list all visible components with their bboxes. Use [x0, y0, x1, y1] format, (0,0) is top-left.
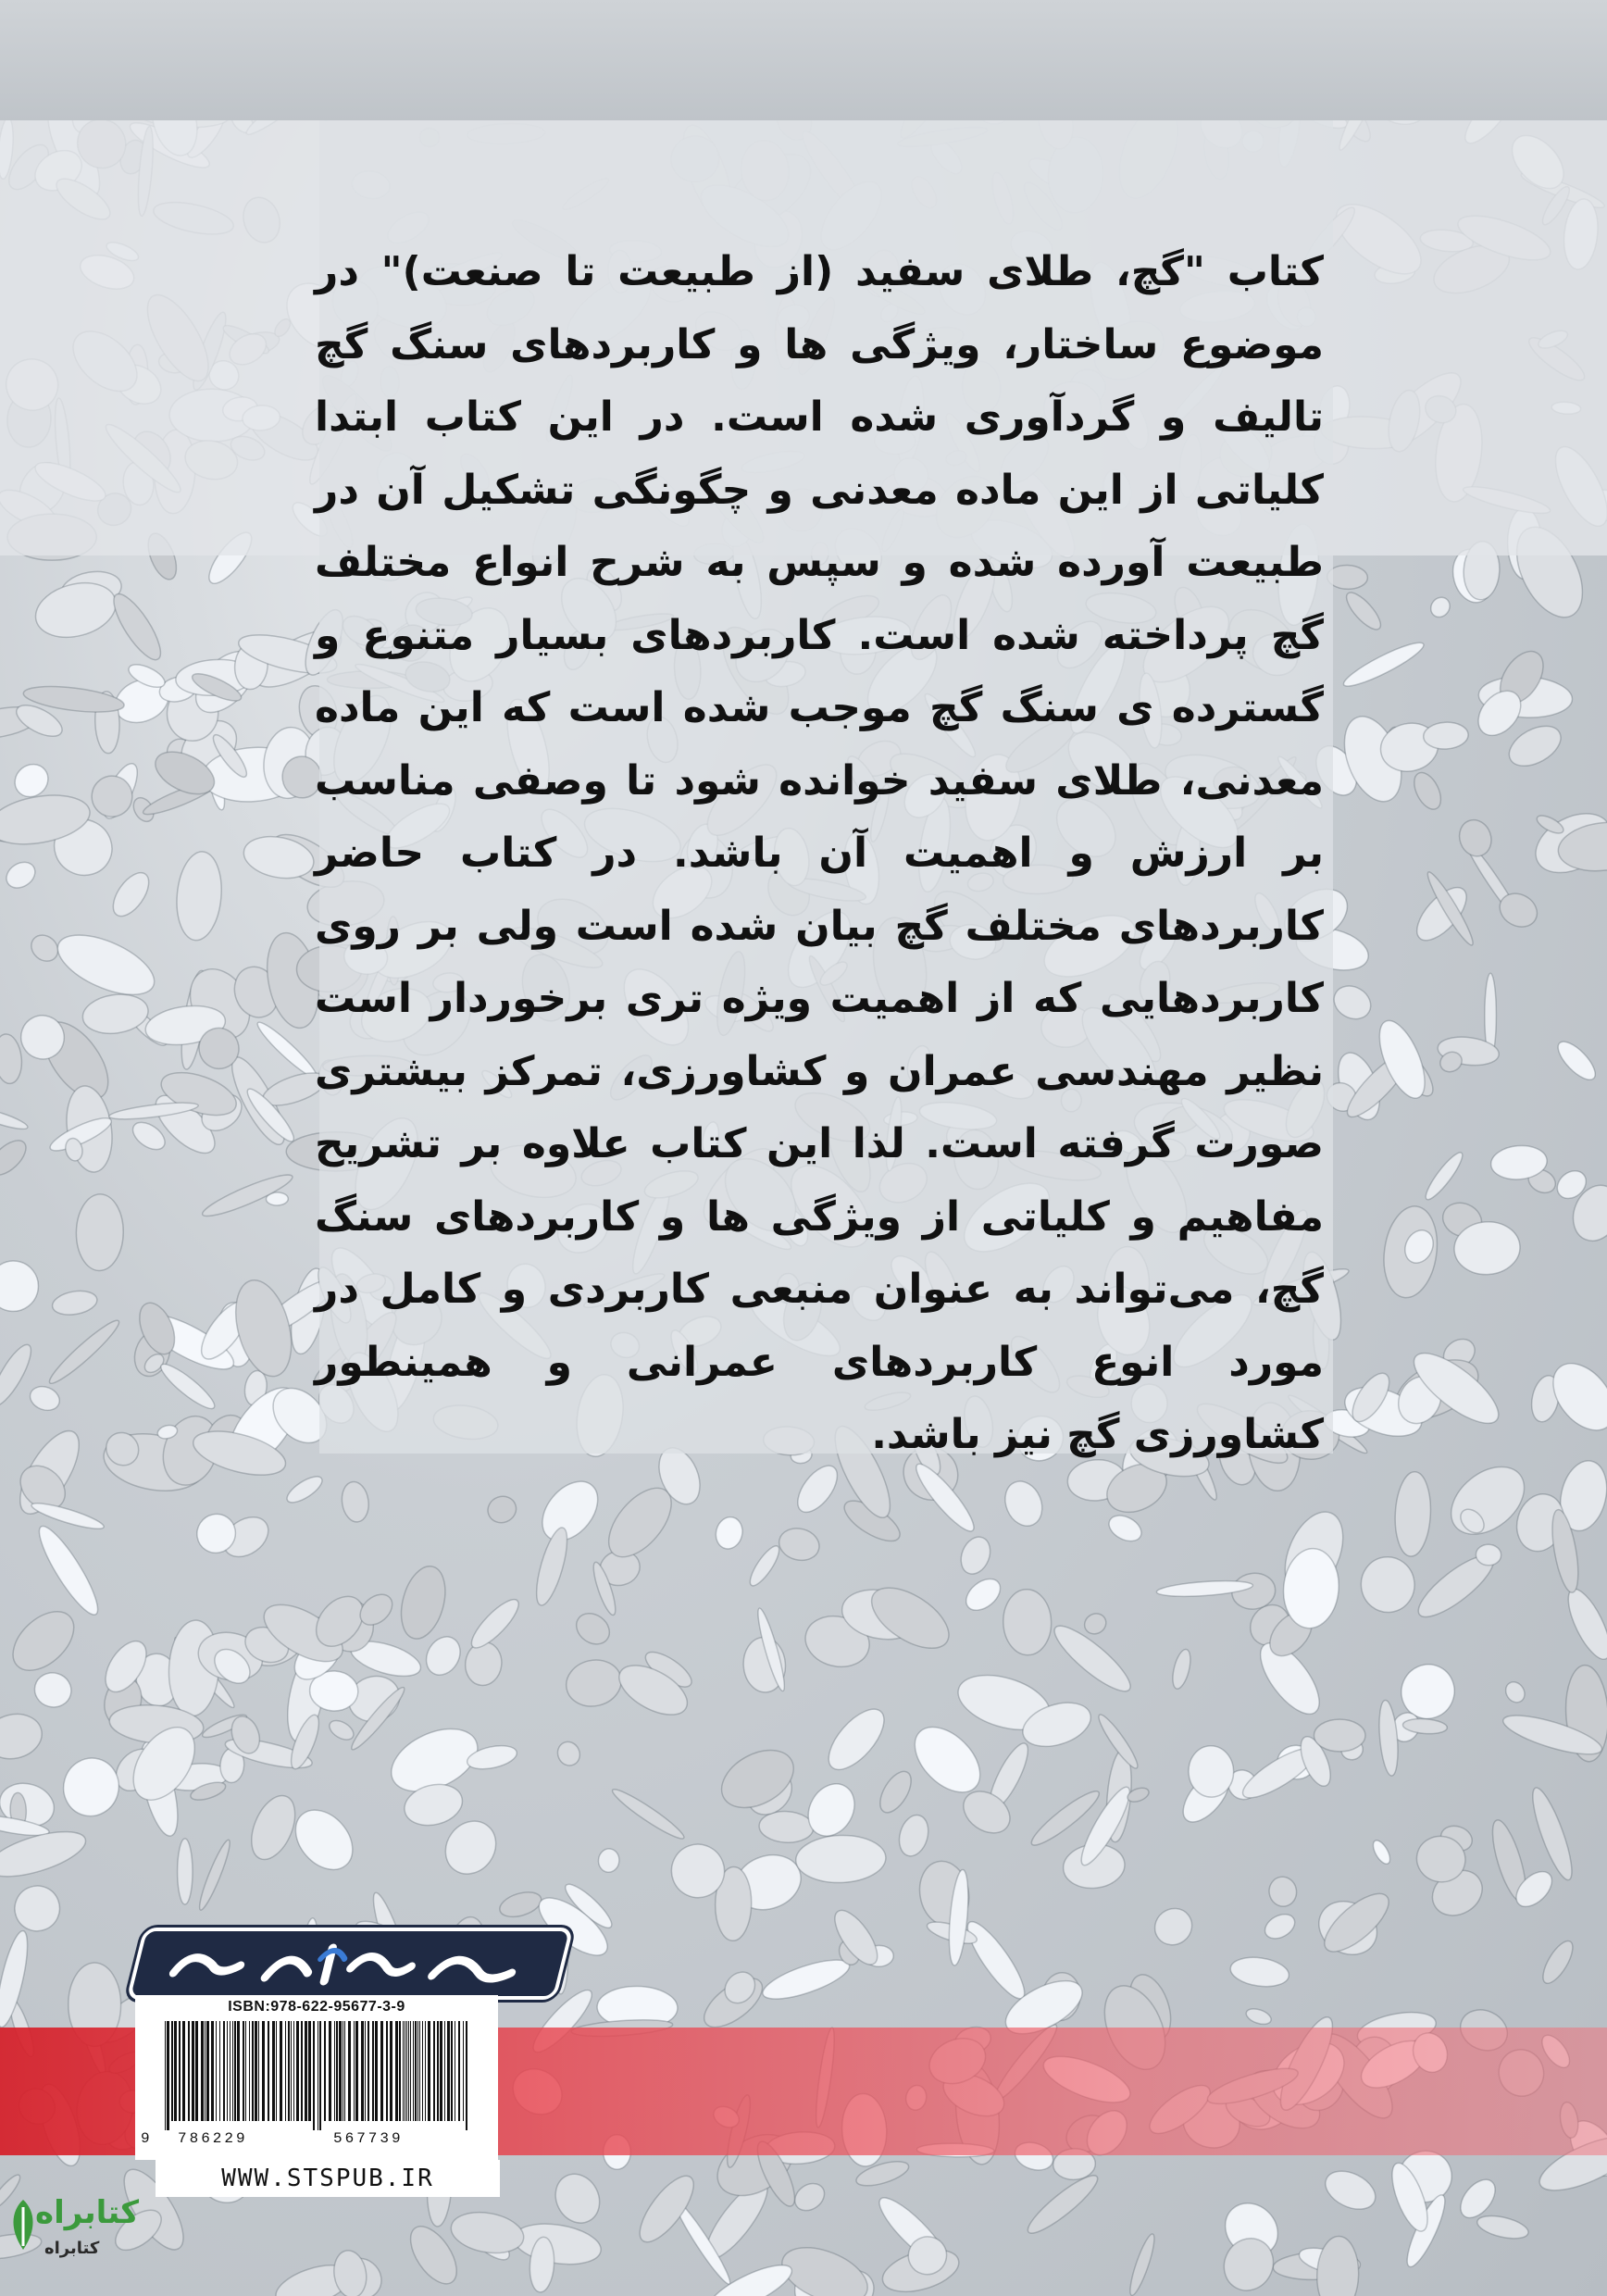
pebble	[1502, 1678, 1529, 1706]
barcode-bar	[262, 2021, 265, 2121]
pebble	[1358, 1554, 1418, 1616]
barcode-bar	[276, 2021, 277, 2121]
barcode-bar	[192, 2021, 194, 2121]
barcode-bar	[249, 2021, 250, 2121]
barcode-bar	[237, 2021, 240, 2121]
pebble	[326, 1716, 356, 1743]
pebble	[1538, 1937, 1578, 1988]
barcode-bar	[422, 2021, 423, 2121]
pebble	[1552, 1036, 1601, 1085]
barcode-bar	[227, 2021, 228, 2121]
barcode-bar	[399, 2021, 401, 2121]
barcode-bar	[223, 2021, 225, 2121]
pebble	[44, 1316, 123, 1389]
barcode-bar	[285, 2021, 286, 2121]
barcode-bar	[268, 2021, 269, 2121]
pebble	[1328, 980, 1377, 1026]
barcode-bar	[386, 2021, 388, 2121]
barcode-bar	[319, 2021, 321, 2130]
pebble	[463, 1640, 505, 1688]
pebble	[1476, 2212, 1531, 2242]
pebble	[419, 1630, 467, 1680]
barcode-bar	[444, 2021, 445, 2121]
barcode-bar	[234, 2021, 236, 2121]
pebble	[1104, 1510, 1145, 1546]
barcode-label	[135, 1995, 498, 2160]
barcode-bar	[188, 2021, 190, 2121]
pebble	[1126, 2232, 1158, 2296]
pebble	[562, 1654, 626, 1712]
pebble	[776, 1524, 823, 1564]
barcode-bar	[245, 2021, 246, 2121]
pebble	[597, 1848, 620, 1874]
barcode-bar	[313, 2021, 315, 2130]
pebble	[1081, 1610, 1110, 1638]
barcode-bar	[344, 2021, 345, 2121]
book-blurb: کتاب "گچ، طلای سفید (از طبیعت تا صنعت)" در موضوع ساختار، ویژگی ها و کاربردهای سنگ گچ تالیف و گردآوری شده است. در این کتاب ابتدا کلیاتی از این ماده معدنی و چگونگی تشکیل آن در طبیعت آورده شده و سپس به شرح انواع مختلف گچ پرداخته شده است. کاربردهای بسیار متنوع و گسترده ی سنگ گچ موجب شده است که این ماده معدنی، طلای سفید خوانده شود تا وصفی مناسب بر ارزش و اهمیت آن باشد. در کتاب حاضر کاربردهای مختلف گچ بیان شده است ولی بر روی کاربردهایی که از اهمیت ویژه تری برخوردار است نظیر مهندسی عمران و کشاورزی، تمرکز بیشتری صورت گرفته است. لذا این کتاب علاوه بر تشریح مفاهیم و کلیاتی از ویژگی ها و کاربردهای سنگ گچ، می‌تواند به عنوان منبعی کاربردی و کامل در مورد انوع کاربردهای عمرانی و همینطور کشاورزی گچ نیز باشد.	[315, 248, 1324, 1458]
barcode-bar	[413, 2021, 414, 2121]
pebble	[1393, 1471, 1433, 1557]
pebble	[448, 2207, 527, 2258]
barcode-bar	[301, 2021, 303, 2121]
barcode-bar	[348, 2021, 351, 2121]
barcode-bar	[417, 2021, 418, 2121]
pebble	[530, 1525, 573, 1608]
barcode-bar	[324, 2021, 326, 2121]
barcode-bar	[219, 2021, 220, 2121]
pebble	[2, 1601, 84, 1682]
pebble	[0, 1258, 42, 1315]
barcode-lead-digit: 9	[141, 2130, 153, 2147]
pebble	[547, 2166, 607, 2230]
barcode-bars	[161, 2021, 476, 2130]
barcode-bar	[195, 2021, 198, 2121]
pebble	[609, 1784, 688, 1843]
barcode-bar	[437, 2021, 439, 2121]
pebble	[790, 2178, 829, 2216]
pebble	[7, 1878, 67, 1938]
barcode-bar	[354, 2021, 355, 2121]
pebble	[1427, 593, 1454, 620]
pebble	[466, 1593, 525, 1653]
pebble	[31, 1669, 75, 1712]
pebble	[1370, 1838, 1393, 1866]
leaf-icon	[7, 2198, 39, 2253]
pebble	[56, 1752, 125, 1823]
barcode-bar	[167, 2021, 169, 2130]
pebble	[1169, 1648, 1193, 1691]
pebble	[1339, 637, 1426, 693]
barcode-bar	[339, 2021, 342, 2121]
pebble	[1476, 1544, 1501, 1566]
barcode-bar	[205, 2021, 206, 2121]
pebble	[1319, 2164, 1381, 2216]
pebble	[76, 1193, 124, 1270]
barcode-bar	[334, 2021, 335, 2121]
barcode-bar	[243, 2021, 244, 2121]
barcode-bar	[419, 2021, 420, 2121]
pebble	[999, 1476, 1049, 1532]
pebble	[497, 1888, 544, 1921]
barcode-bar	[293, 2021, 294, 2121]
pebble	[106, 588, 168, 666]
pebble	[956, 1532, 996, 1578]
pebble	[531, 1471, 609, 1552]
barcode-bar	[280, 2021, 282, 2121]
barcode-bar	[408, 2021, 409, 2121]
publisher-logo	[126, 1928, 573, 2000]
barcode-bar	[272, 2021, 275, 2121]
pebble	[1423, 721, 1469, 750]
pebble	[1526, 1784, 1579, 1883]
barcode-bar	[165, 2021, 166, 2130]
barcode-bar	[211, 2021, 214, 2121]
pebble	[284, 1799, 364, 1880]
barcode-bar	[216, 2021, 217, 2121]
pebble	[106, 867, 156, 922]
top-band	[0, 0, 1607, 120]
pebble	[2, 857, 40, 893]
pebble	[1315, 2236, 1360, 2296]
pebble	[959, 1915, 1032, 2005]
barcode-bar	[305, 2021, 307, 2121]
pebble	[484, 1492, 520, 1527]
pebble	[1244, 2006, 1273, 2028]
pebble	[27, 1382, 63, 1414]
pebble	[1148, 1901, 1200, 1952]
barcode-bar	[447, 2021, 450, 2121]
pebble	[1188, 1745, 1235, 1798]
barcode-bar	[258, 2021, 259, 2121]
pebble	[243, 1790, 304, 1866]
ketabrah-watermark	[7, 2194, 140, 2283]
barcode-bar	[291, 2021, 292, 2121]
pebble	[1560, 1584, 1607, 1665]
barcode-bar	[403, 2021, 404, 2121]
pebble	[759, 1953, 854, 2007]
barcode-bar	[440, 2021, 442, 2121]
pebble	[394, 1561, 453, 1643]
barcode-bar	[308, 2021, 311, 2121]
pebble	[819, 1700, 894, 1778]
pebble	[1421, 1149, 1466, 1204]
barcode-bar	[428, 2021, 430, 2121]
publisher-logo-mark	[131, 1931, 568, 1996]
pebble	[554, 1738, 583, 1768]
pebble	[1409, 768, 1446, 814]
barcode-bar	[171, 2021, 173, 2121]
barcode-bar	[206, 2021, 209, 2121]
ketabrah-name: کتابراه	[35, 2194, 140, 2231]
barcode-bar	[380, 2021, 383, 2121]
barcode-bar	[361, 2021, 364, 2121]
pebble	[1261, 1909, 1299, 1943]
barcode-bar	[174, 2021, 177, 2121]
barcode-bar	[252, 2021, 254, 2121]
barcode-bar	[372, 2021, 374, 2121]
pebble	[435, 1811, 505, 1883]
barcode-bar	[296, 2021, 299, 2121]
barcode-bar	[201, 2021, 204, 2121]
pebble	[1454, 816, 1496, 861]
pebble	[340, 1480, 371, 1524]
barcode-bar	[255, 2021, 257, 2121]
barcode-bar	[395, 2021, 398, 2121]
barcode-bar	[406, 2021, 407, 2121]
barcode-bar	[336, 2021, 338, 2121]
pebble	[795, 1834, 887, 1884]
barcode-bar	[433, 2021, 435, 2121]
barcode-bar	[451, 2021, 453, 2121]
pebble	[960, 1573, 1006, 1616]
barcode-bar	[367, 2021, 369, 2121]
pebble	[1377, 1700, 1401, 1777]
pebble	[895, 1812, 933, 1860]
barcode-bar	[458, 2021, 460, 2121]
pebble	[1502, 718, 1567, 775]
pebble	[511, 2218, 604, 2270]
ketabrah-sub: کتابراه	[44, 2239, 100, 2258]
pebble	[0, 1104, 30, 1133]
barcode-bar	[365, 2021, 366, 2121]
pebble	[1314, 1719, 1364, 1752]
barcode-bar	[355, 2021, 358, 2121]
barcode-bar	[466, 2021, 467, 2130]
pebble	[173, 850, 225, 942]
barcode-bar	[329, 2021, 331, 2121]
barcode-right-digits: 567739	[333, 2130, 404, 2147]
pebble	[178, 1839, 193, 1904]
pebble	[0, 1134, 31, 1181]
barcode-bar	[410, 2021, 411, 2121]
barcode-bar	[375, 2021, 378, 2121]
barcode-bar	[463, 2021, 464, 2121]
website-url: WWW.STSPUB.IR	[156, 2160, 500, 2197]
pebble	[31, 1520, 106, 1620]
pebble	[713, 1515, 746, 1552]
isbn-text: ISBN:978-622-95677-3-9	[228, 1999, 405, 2015]
barcode-bar	[390, 2021, 392, 2121]
pebble	[1003, 1589, 1053, 1656]
pebble	[49, 923, 162, 1007]
pebble	[745, 1542, 784, 1590]
pebble	[1267, 1875, 1300, 1909]
barcode-bar	[425, 2021, 426, 2121]
pebble	[570, 1607, 616, 1651]
pebble	[1022, 2168, 1103, 2240]
barcode-bar	[182, 2021, 185, 2121]
pebble	[0, 1033, 24, 1085]
barcode-bar	[179, 2021, 181, 2121]
pebble	[195, 1838, 234, 1912]
pebble	[1341, 588, 1386, 634]
barcode-bar	[415, 2021, 417, 2121]
pebble	[283, 1472, 326, 1507]
pebble	[51, 1288, 99, 1318]
pebble	[0, 1709, 46, 1765]
pebble	[1228, 1954, 1290, 1990]
barcode-bar	[232, 2021, 233, 2121]
barcode-bar	[288, 2021, 290, 2121]
pebble	[874, 1766, 917, 1817]
barcode-left-digits: 786229	[178, 2130, 248, 2147]
